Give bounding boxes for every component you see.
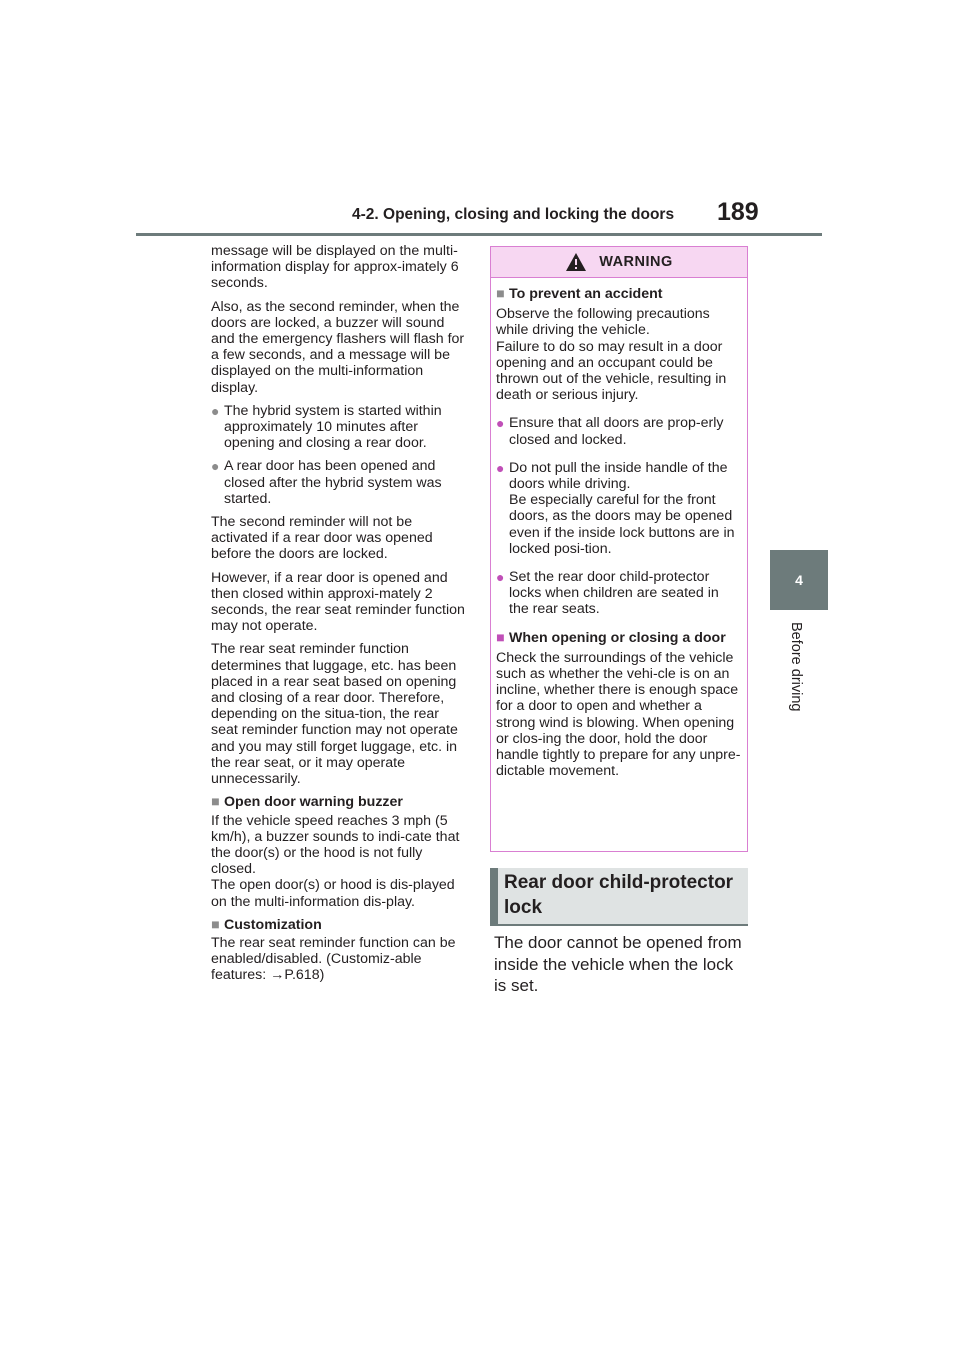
paragraph: message will be displayed on the multi-information display for approx-imately 6 seconds. [211,243,459,292]
circle-bullet-icon: ● [496,415,505,432]
paragraph: Check the surroundings of the vehicle such as whether the vehi-cle is on an incline, whether there is enough space for a door to open and whether a strong wind is blowing. When opening or clos-ing the door, hold the door handle tightly to prepare for any unpre-dictable movement. [496,649,741,780]
paragraph: The second reminder will not be activated if a rear door was opened before the doors are locked. [211,514,433,563]
paragraph: Observe the following precautions while driving the vehicle. [496,306,710,339]
left-column [211,243,469,991]
section-heading [490,868,748,926]
chapter-label: Before driving [788,622,804,712]
bullet-item: ● Ensure that all doors are prop-erly closed and locked. [496,415,724,448]
circle-bullet-icon: ● [211,458,220,475]
warning-header [491,247,747,278]
paragraph: However, if a rear door is opened and then closed within approxi-mately 2 seconds, the rear seat reminder function may not operate. [211,569,465,635]
paragraph: Also, as the second reminder, when the doors are locked, a buzzer will sound and the emergency flashers will flash for a few seconds, and a message will be displayed on the multi-information display. [211,298,465,396]
subheading: ■ Open door warning buzzer [211,794,403,811]
bullet-item: ● Do not pull the inside handle of the doors while driving. Be especially careful for the front doors, as the doors may be opened even if the inside lock buttons are in locked posi-tion. [496,459,735,557]
paragraph: The rear seat reminder function determines that luggage, etc. has been placed in a rear seat based on opening and closing of a rear door. Therefore, depending on the situa-tion, the rear seat reminder function may not operate and you may still forget luggage, etc. in the rear seat, or it may operate unnecessarily. [211,641,458,788]
bullet-item: ● A rear door has been opened and closed after the hybrid system was started. [211,458,442,507]
square-bullet-icon: ■ [496,286,505,302]
square-bullet-icon: ■ [496,629,505,646]
chapter-tab [770,550,828,610]
warning-body [491,278,747,779]
warning-label: WARNING [599,254,673,270]
warning-box [490,246,748,852]
bullet-item: ● Set the rear door child-protector locks when children are seated in the rear seats. [496,569,719,618]
section-heading-bar [490,868,498,924]
circle-bullet-icon: ● [211,402,220,419]
square-bullet-icon: ■ [211,794,220,811]
paragraph: The open door(s) or hood is dis-played on the multi-information dis-play. [211,877,455,910]
warning-triangle-icon [565,252,587,272]
page-number: 189 [717,198,759,226]
paragraph: The rear seat reminder function can be enabled/disabled. (Customiz-able features: →P.618) [211,934,456,984]
section-title: Rear door child-protector lock [504,872,734,918]
chapter-number: 4 [795,572,803,588]
paragraph: Failure to do so may result in a door opening and an occupant could be thrown out of the vehicle, resulting in death or serious injury. [496,338,727,404]
section-body: The door cannot be opened from inside the vehicle when the lock is set. [494,933,742,995]
subheading: ■ Customization [211,916,322,933]
subheading: ■ When opening or closing a door [496,629,726,646]
paragraph: If the vehicle speed reaches 3 mph (5 km/h), a buzzer sounds to indi-cate that the door(s) or the hood is not fully closed. [211,812,460,878]
header-section-title: 4-2. Opening, closing and locking the doors [352,206,675,223]
square-bullet-icon: ■ [211,916,220,933]
subheading: ■ To prevent an accident [496,286,663,302]
bullet-item: ● The hybrid system is started within approximately 10 minutes after opening and closing a rear door. [211,402,442,452]
header-divider [136,233,822,236]
circle-bullet-icon: ● [496,459,505,476]
circle-bullet-icon: ● [496,569,505,586]
